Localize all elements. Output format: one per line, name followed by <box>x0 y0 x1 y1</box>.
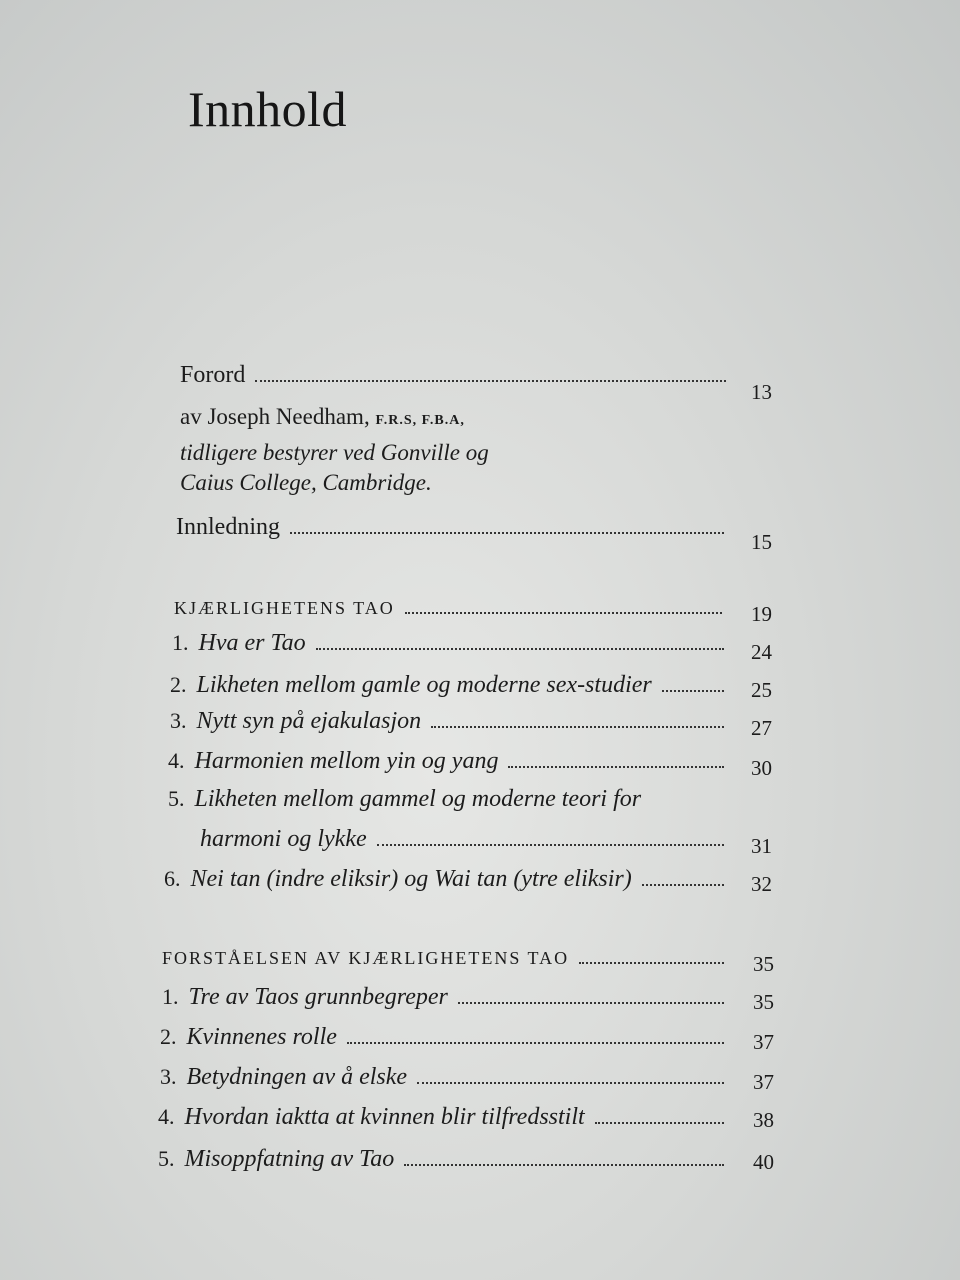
toc-section-kjaerlighetens-tao[interactable] <box>0 598 960 632</box>
toc-page-number: 15 <box>751 530 772 554</box>
toc-item-number: 1. <box>162 984 179 1009</box>
toc-page-number: 19 <box>751 602 772 626</box>
toc-entry-label: Innledning <box>176 514 280 540</box>
toc-item-number: 3. <box>170 708 187 733</box>
toc-page-number: 35 <box>753 990 774 1014</box>
toc-item-number: 5. <box>158 1146 175 1171</box>
toc-page-number: 37 <box>753 1030 774 1054</box>
toc-item[interactable] <box>0 1064 960 1098</box>
toc-item-multiline[interactable] <box>0 786 960 820</box>
toc-item-number: 1. <box>172 630 189 655</box>
toc-item-label: Misoppfatning av Tao <box>184 1146 395 1172</box>
toc-page-number: 32 <box>751 872 772 896</box>
toc-item-label: Nei tan (indre eliksir) og Wai tan (ytre eliksir) <box>190 866 632 892</box>
toc-item-label: Tre av Taos grunnbegreper <box>188 984 448 1010</box>
forord-author <box>180 404 465 430</box>
page-title: Innhold <box>188 81 348 137</box>
toc-item-label: Likheten mellom gammel og moderne teori for <box>194 786 642 812</box>
toc-page-number: 37 <box>753 1070 774 1094</box>
toc-entry-innledning[interactable] <box>0 514 960 554</box>
toc-item-label: Nytt syn på ejakulasjon <box>196 708 422 734</box>
toc-item-number: 4. <box>158 1104 175 1129</box>
toc-entry-forord[interactable] <box>0 362 960 404</box>
toc-item[interactable] <box>0 1146 960 1180</box>
toc-item-label: Kvinnenes rolle <box>186 1024 337 1050</box>
leader-dots <box>290 532 724 534</box>
toc-item-label: Likheten mellom gamle og moderne sex-studier <box>196 672 652 698</box>
toc-item-number: 2. <box>170 672 187 697</box>
toc-item-label-continued: harmoni og lykke <box>200 826 367 852</box>
leader-dots <box>595 1122 724 1124</box>
toc-page-number: 40 <box>753 1150 774 1174</box>
toc-page-number: 31 <box>751 834 772 858</box>
toc-page-number: 25 <box>751 678 772 702</box>
toc-item-number: 3. <box>160 1064 177 1089</box>
toc-item-number: 6. <box>164 866 181 891</box>
leader-dots <box>316 648 724 650</box>
leader-dots <box>347 1042 724 1044</box>
toc-item-label: Hvordan iaktta at kvinnen blir tilfredsstilt <box>184 1104 585 1130</box>
author-name: av Joseph Needham, <box>180 404 370 429</box>
forord-desc-line2: Caius College, Cambridge. <box>180 470 432 495</box>
toc-page-number: 27 <box>751 716 772 740</box>
toc-entry-label: Forord <box>180 362 246 388</box>
toc-page-number: 38 <box>753 1108 774 1132</box>
leader-dots <box>377 844 724 846</box>
toc-section-label: FORSTÅELSEN AV KJÆRLIGHETENS TAO <box>162 948 570 968</box>
leader-dots <box>458 1002 724 1004</box>
toc-item[interactable] <box>0 1104 960 1138</box>
leader-dots <box>404 1164 724 1166</box>
toc-item-continuation[interactable] <box>0 826 960 860</box>
toc-item-number: 2. <box>160 1024 177 1049</box>
toc-item-number: 4. <box>168 748 185 773</box>
forord-desc-line1: tidligere bestyrer ved Gonville og <box>180 440 489 465</box>
toc-page-number: 35 <box>753 952 774 976</box>
toc-item[interactable] <box>0 748 960 782</box>
author-credentials: F.R.S, F.B.A, <box>375 413 465 428</box>
toc-item-label: Hva er Tao <box>198 630 306 656</box>
toc-item[interactable] <box>0 708 960 742</box>
toc-section-label: KJÆRLIGHETENS TAO <box>174 598 395 618</box>
toc-page-number: 30 <box>751 756 772 780</box>
toc-section-forstaaelsen[interactable] <box>0 948 960 982</box>
toc-item[interactable] <box>0 1024 960 1058</box>
leader-dots <box>417 1082 724 1084</box>
toc-item-label: Harmonien mellom yin og yang <box>194 748 499 774</box>
leader-dots <box>255 380 726 382</box>
leader-dots <box>508 766 724 768</box>
toc-item[interactable] <box>0 672 960 706</box>
toc-page-number: 13 <box>751 380 772 404</box>
toc-item[interactable] <box>0 630 960 664</box>
toc-item-label: Betydningen av å elske <box>186 1064 408 1090</box>
leader-dots <box>579 962 724 964</box>
leader-dots <box>431 726 724 728</box>
toc-item[interactable] <box>0 984 960 1018</box>
leader-dots <box>405 612 722 614</box>
toc-page-number: 24 <box>751 640 772 664</box>
toc-item[interactable] <box>0 866 960 900</box>
toc-item-number: 5. <box>168 786 185 811</box>
